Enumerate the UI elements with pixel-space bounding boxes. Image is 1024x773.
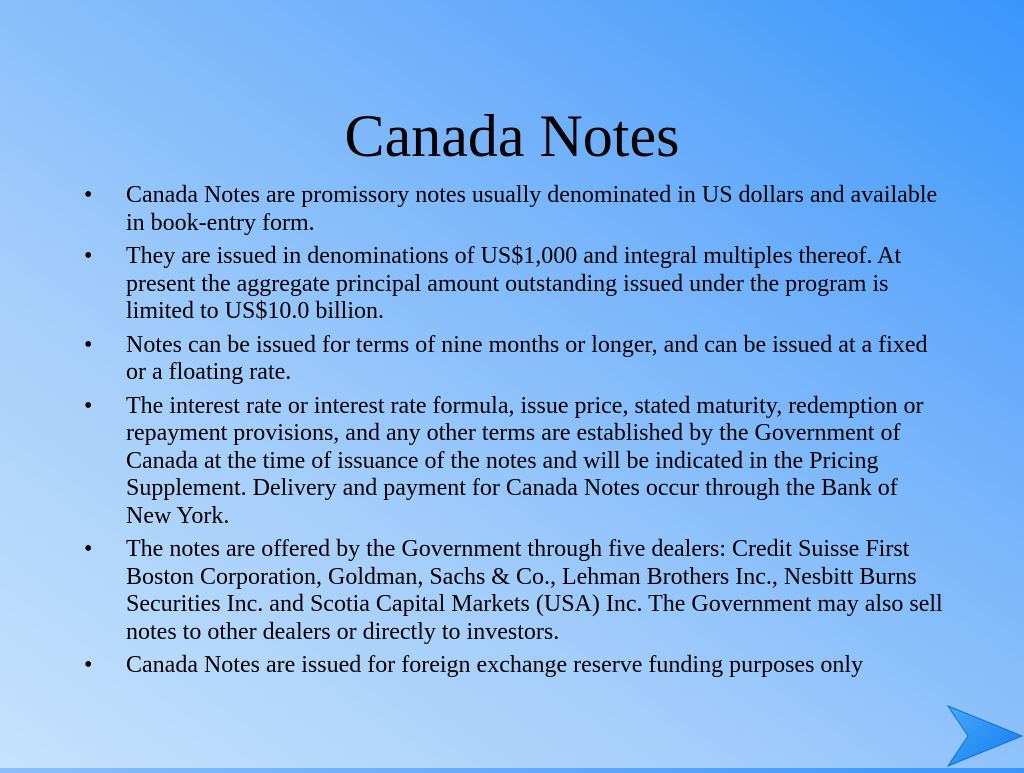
bullet-glyph: • — [84, 536, 93, 562]
next-slide-button[interactable] — [944, 704, 1024, 768]
bullet-item — [84, 393, 944, 531]
bullet-item — [84, 332, 944, 387]
bullet-item — [84, 243, 944, 326]
slide-title: Canada Notes — [344, 103, 680, 169]
arrow-right-icon — [944, 704, 1024, 768]
bullet-text: Notes can be issued for terms of nine months or longer, and can be issued at a fixed or a floating rate. — [126, 331, 928, 385]
bullet-glyph: • — [84, 652, 93, 678]
bullet-text: Canada Notes are promissory notes usually denominated in US dollars and available in book-entry form. — [126, 182, 938, 236]
bullet-glyph: • — [84, 392, 93, 419]
bullet-glyph: • — [84, 182, 93, 208]
bullet-item — [84, 652, 944, 680]
bullet-glyph: • — [84, 243, 93, 269]
bullet-item — [84, 182, 944, 237]
bullet-list — [84, 182, 944, 686]
bullet-text: The interest rate or interest rate formula, issue price, stated maturity, redemption or repayment provisions, and any other terms are established by the Government of Canada at the time of issuance of the notes and will be indicated in the Pricing Supplement. Delivery and payment for Canada Notes occur through the Bank of New York. — [126, 392, 924, 529]
bullet-text: The notes are offered by the Government through five dealers: Credit Suisse First Boston Corporation, Goldman, Sachs & Co., Lehman Brothers Inc., Nesbitt Burns Securities Inc. and Scotia Capital Markets (USA) Inc. The Government may also sell notes to other dealers or directly to investors. — [126, 536, 943, 645]
bullet-text: They are issued in denominations of US$1,000 and integral multiples thereof. At present the aggregate principal amount outstanding issued under the program is limited to US$10.0 billion. — [126, 243, 902, 324]
bullet-text: Canada Notes are issued for foreign exchange reserve funding purposes only — [126, 652, 864, 678]
bullet-item — [84, 536, 944, 646]
bullet-glyph: • — [84, 331, 93, 358]
